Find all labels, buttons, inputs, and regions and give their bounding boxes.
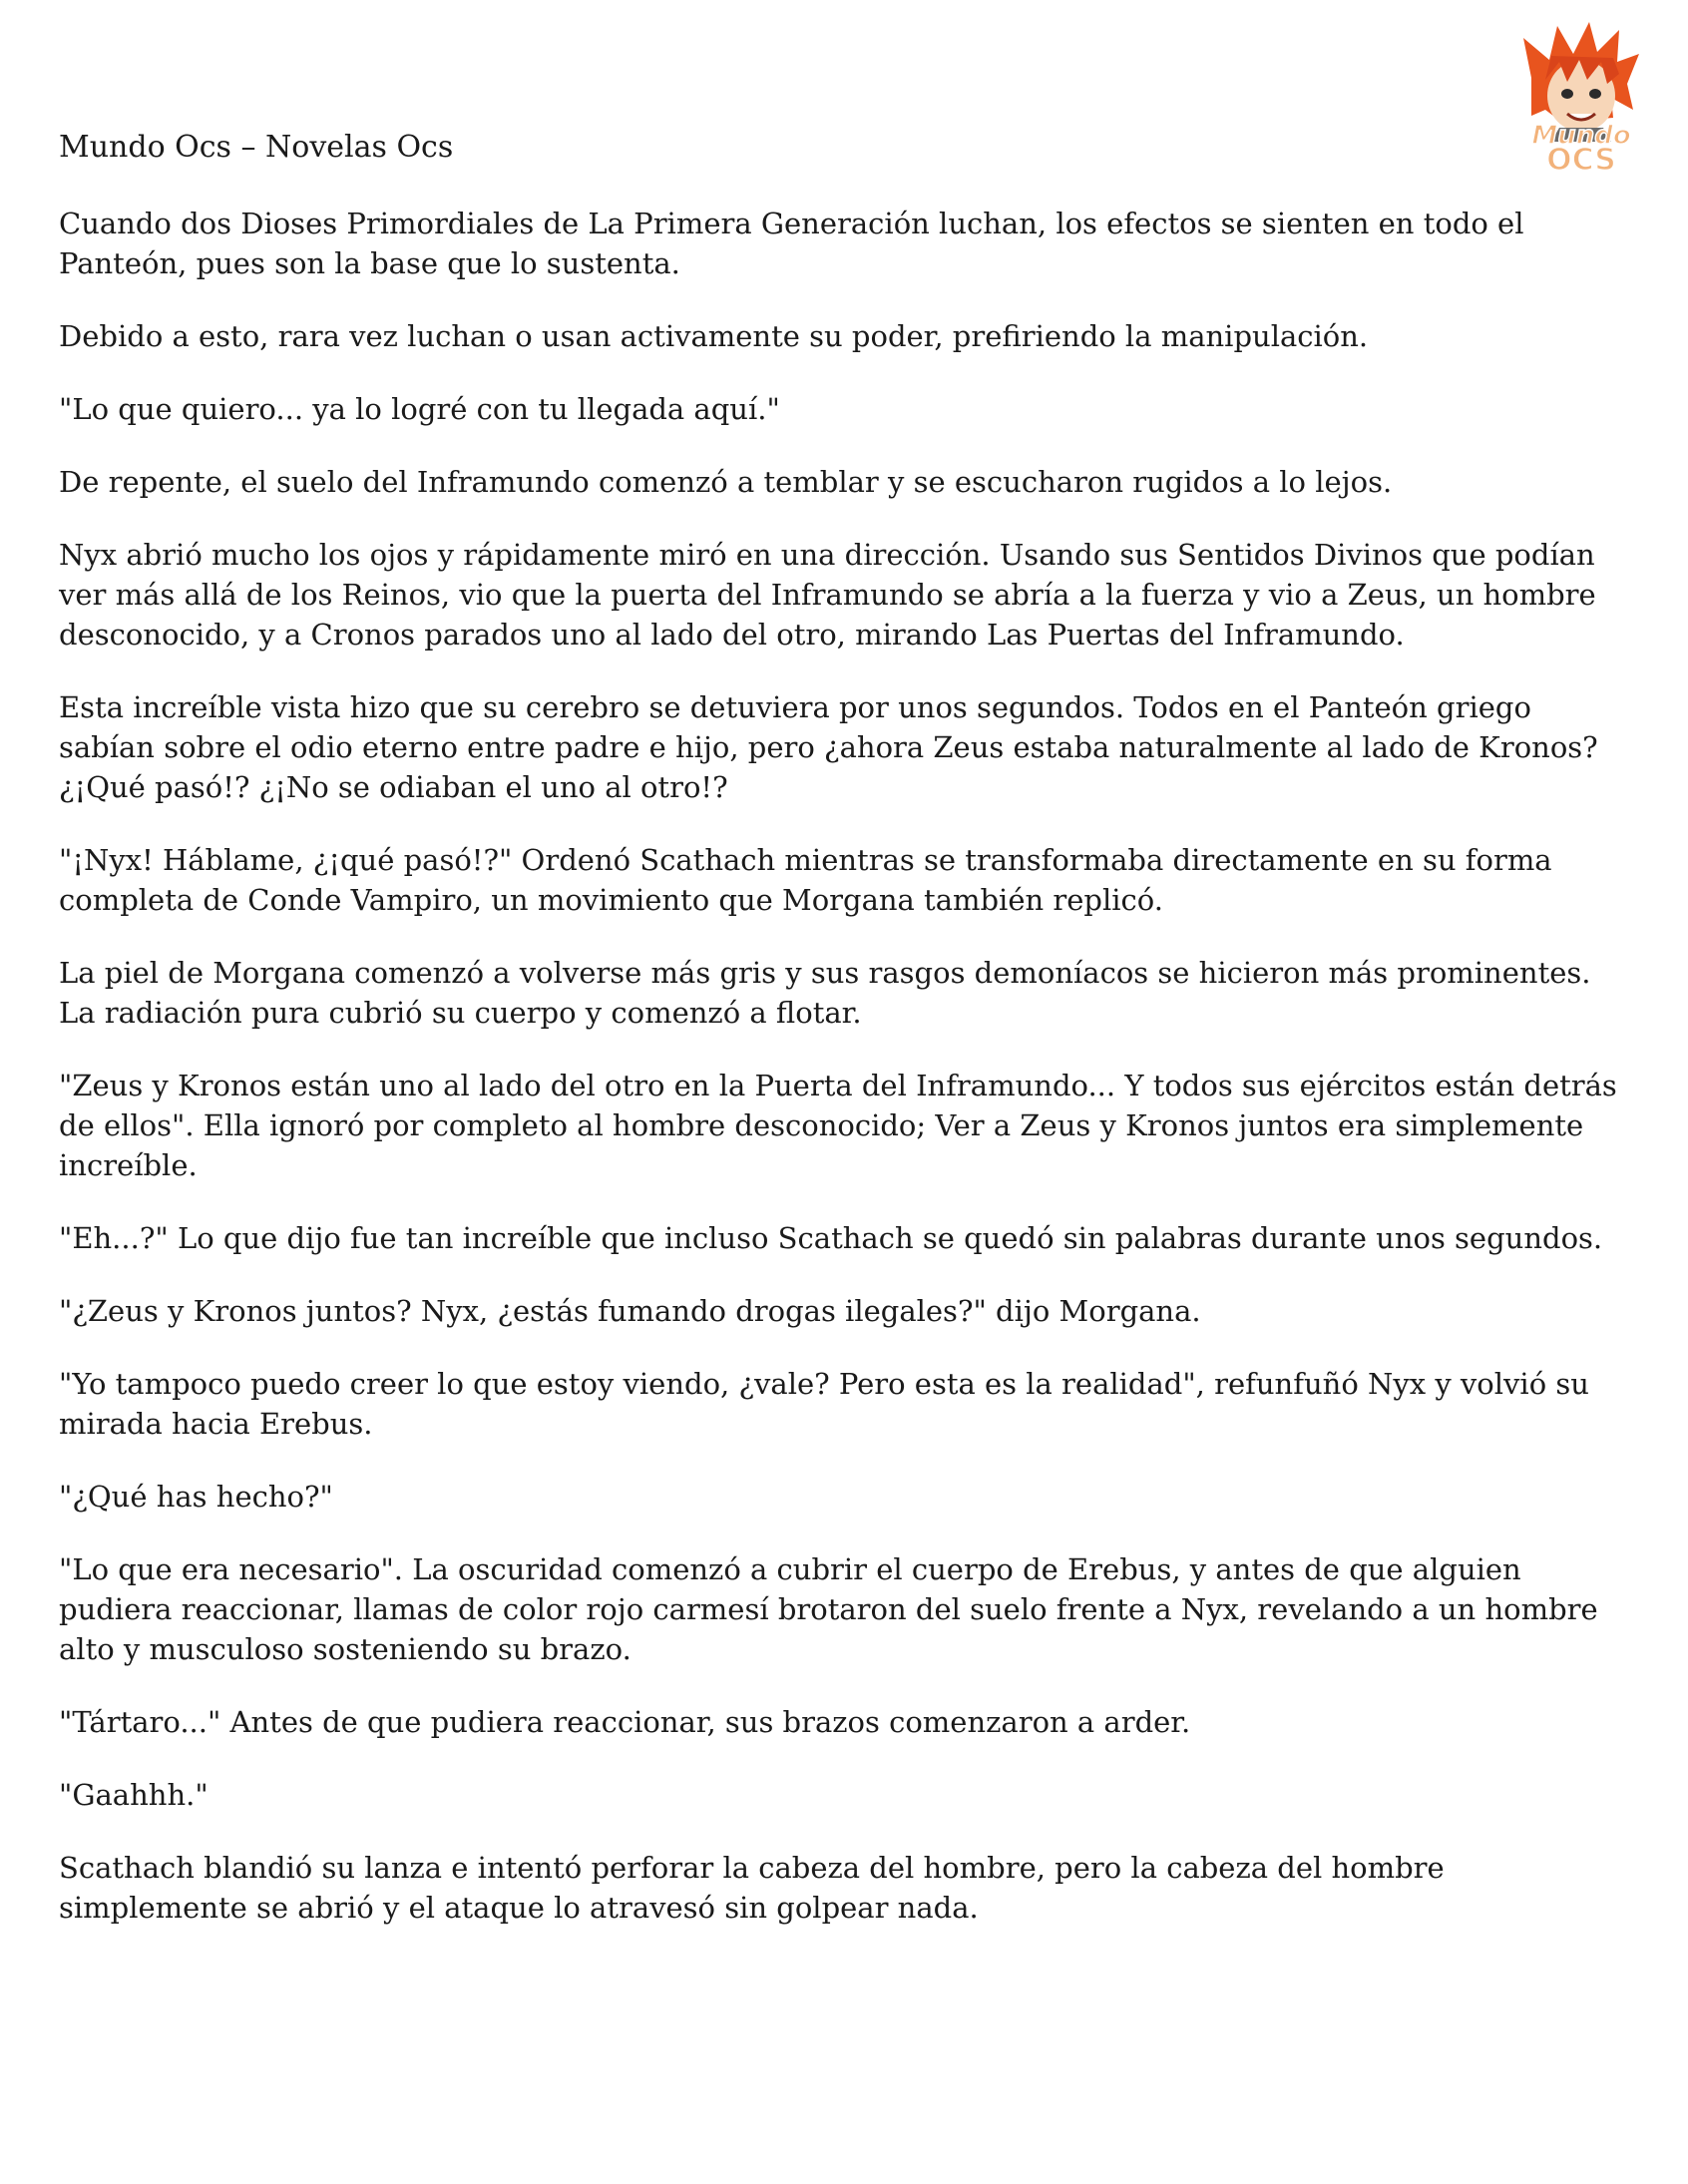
- paragraph: "¿Qué has hecho?": [59, 1480, 333, 1514]
- logo-text-line2: OCS: [1546, 143, 1616, 178]
- paragraph: Debido a esto, rara vez luchan o usan activamente su poder, prefiriendo la manipulación.: [59, 319, 1369, 353]
- logo-wordmark: [1531, 121, 1630, 178]
- paragraph: Nyx abrió mucho los ojos y rápidamente miró en una dirección. Usando sus Sentidos Divinos que podían ver más allá de los Reinos, vio que la puerta del Inframundo se abría a la fuerza y vio a Zeus, un hombre desconocido, y a Cronos parados uno al lado del otro, mirando Las Puertas del Inframundo.: [59, 538, 1596, 652]
- page-header: Mundo Ocs – Novelas Ocs: [59, 130, 454, 165]
- paragraph: "Lo que quiero... ya lo logré con tu llegada aquí.": [59, 392, 780, 426]
- paragraph: La piel de Morgana comenzó a volverse más gris y sus rasgos demoníacos se hicieron más prominentes. La radiación pura cubrió su cuerpo y comenzó a flotar.: [59, 956, 1591, 1030]
- paragraph: "Tártaro..." Antes de que pudiera reaccionar, sus brazos comenzaron a arder.: [59, 1705, 1191, 1739]
- document-body: [59, 204, 1635, 1961]
- paragraph: Scathach blandió su lanza e intentó perforar la cabeza del hombre, pero la cabeza del hombre simplemente se abrió y el ataque lo atravesó sin golpear nada.: [59, 1851, 1445, 1925]
- paragraph: "¡Nyx! Háblame, ¿¡qué pasó!?" Ordenó Scathach mientras se transformaba directamente en su forma completa de Conde Vampiro, un movimiento que Morgana también replicó.: [59, 843, 1552, 917]
- logo-text-line1: Mundo: [1531, 121, 1631, 151]
- mundo-ocs-logo-icon: [1501, 18, 1661, 178]
- paragraph: "Gaahhh.": [59, 1778, 209, 1812]
- paragraph: De repente, el suelo del Inframundo comenzó a temblar y se escucharon rugidos a lo lejos.: [59, 465, 1393, 499]
- paragraph: "Yo tampoco puedo creer lo que estoy viendo, ¿vale? Pero esta es la realidad", refunfuñó Nyx y volvió su mirada hacia Erebus.: [59, 1367, 1589, 1441]
- paragraph: "Zeus y Kronos están uno al lado del otro en la Puerta del Inframundo... Y todos sus ejércitos están detrás de ellos". Ella ignoró por completo al hombre desconocido; Ver a Zeus y Kronos juntos era simplemente increíble.: [59, 1069, 1617, 1182]
- paragraph: "Eh...?" Lo que dijo fue tan increíble que incluso Scathach se quedó sin palabras durante unos segundos.: [59, 1221, 1603, 1255]
- paragraph: "Lo que era necesario". La oscuridad comenzó a cubrir el cuerpo de Erebus, y antes de que alguien pudiera reaccionar, llamas de color rojo carmesí brotaron del suelo frente a Nyx, revelando a un hombre alto y musculoso sosteniendo su brazo.: [59, 1552, 1598, 1666]
- paragraph: Esta increíble vista hizo que su cerebro se detuviera por unos segundos. Todos en el Panteón griego sabían sobre el odio eterno entre padre e hijo, pero ¿ahora Zeus estaba naturalmente al lado de Kronos? ¿¡Qué pasó!? ¿¡No se odiaban el uno al otro!?: [59, 690, 1598, 804]
- paragraph: "¿Zeus y Kronos juntos? Nyx, ¿estás fumando drogas ilegales?" dijo Morgana.: [59, 1294, 1201, 1328]
- paragraph: Cuando dos Dioses Primordiales de La Primera Generación luchan, los efectos se sienten en todo el Panteón, pues son la base que lo sustenta.: [59, 207, 1524, 280]
